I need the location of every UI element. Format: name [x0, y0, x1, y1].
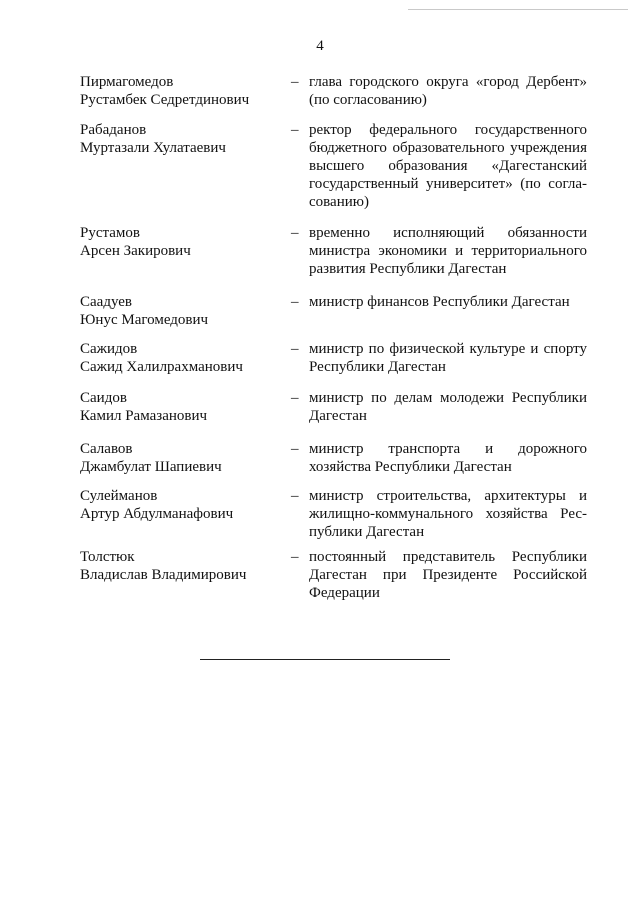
- member-surname: Толстюк: [80, 549, 135, 565]
- member-surname: Салавов: [80, 441, 133, 457]
- position-line: министр по делам молодежи Республики: [309, 390, 587, 406]
- member-given-names: Джамбулат Шапиевич: [80, 459, 222, 475]
- position-line: публики Дагестан: [309, 524, 425, 540]
- member-position: [309, 440, 587, 476]
- position-line: (по согласованию): [309, 92, 427, 108]
- member-position: [309, 389, 587, 425]
- member-surname: Пирмагомедов: [80, 74, 174, 90]
- position-line: развития Республики Дагестан: [309, 261, 507, 277]
- member-given-names: Артур Абдулманафович: [80, 506, 234, 522]
- position-line: бюджетного образовательного учреждения: [309, 140, 587, 156]
- member-given-names: Юнус Магомедович: [80, 312, 209, 328]
- position-line: министр строительства, архитектуры и: [309, 488, 587, 504]
- member-name: [80, 224, 280, 260]
- member-given-names: Сажид Халилрахманович: [80, 359, 243, 375]
- member-surname: Сажидов: [80, 341, 138, 357]
- dash-separator: –: [291, 294, 299, 310]
- position-line: сованию): [309, 194, 369, 210]
- dash-separator: –: [291, 74, 299, 90]
- member-position: [309, 73, 587, 109]
- position-line: Республики Дагестан: [309, 359, 446, 375]
- position-line: Федерации: [309, 585, 380, 601]
- member-position: [309, 340, 587, 376]
- position-line: глава городского округа «город Дербент»: [309, 74, 587, 90]
- position-line: постоянный представитель Республики: [309, 549, 587, 565]
- position-line: министр финансов Республики Дагестан: [309, 294, 570, 310]
- member-given-names: Арсен Закирович: [80, 243, 191, 259]
- member-position: [309, 293, 587, 311]
- dash-separator: –: [291, 122, 299, 138]
- top-edge-rule: [408, 9, 628, 10]
- position-line: хозяйства Республики Дагестан: [309, 459, 512, 475]
- dash-separator: –: [291, 225, 299, 241]
- member-name: [80, 440, 280, 476]
- page-number: 4: [316, 38, 324, 54]
- position-line: Дагестан при Президенте Российской: [309, 567, 587, 583]
- member-surname: Рабаданов: [80, 122, 147, 138]
- member-position: [309, 121, 587, 211]
- member-name: [80, 293, 280, 329]
- member-given-names: Муртазали Хулатаевич: [80, 140, 226, 156]
- member-name: [80, 487, 280, 523]
- member-position: [309, 224, 587, 278]
- position-line: ректор федерального государственного: [309, 122, 587, 138]
- dash-separator: –: [291, 341, 299, 357]
- member-name: [80, 340, 280, 376]
- dash-separator: –: [291, 549, 299, 565]
- member-given-names: Камил Рамазанович: [80, 408, 208, 424]
- position-line: государственный университет» (по согла-: [309, 176, 587, 192]
- position-line: временно исполняющий обязанности: [309, 225, 587, 241]
- position-line: министр по физической культуре и спорту: [309, 341, 587, 357]
- member-given-names: Владислав Владимирович: [80, 567, 247, 583]
- member-given-names: Рустамбек Седретдинович: [80, 92, 250, 108]
- position-line: Дагестан: [309, 408, 367, 424]
- member-position: [309, 548, 587, 602]
- member-surname: Рустамов: [80, 225, 140, 241]
- position-line: высшего образования «Дагестанский: [309, 158, 587, 174]
- member-name: [80, 73, 280, 109]
- member-surname: Сулейманов: [80, 488, 158, 504]
- member-surname: Саадуев: [80, 294, 132, 310]
- member-name: [80, 389, 280, 425]
- dash-separator: –: [291, 488, 299, 504]
- member-position: [309, 487, 587, 541]
- position-line: министр транспорта и дорожного: [309, 441, 587, 457]
- member-name: [80, 548, 280, 584]
- dash-separator: –: [291, 441, 299, 457]
- member-name: [80, 121, 280, 157]
- position-line: жилищно-коммунального хозяйства Рес-: [309, 506, 587, 522]
- end-of-list-rule: [200, 659, 450, 660]
- position-line: министра экономики и территориального: [309, 243, 587, 259]
- member-surname: Саидов: [80, 390, 127, 406]
- dash-separator: –: [291, 390, 299, 406]
